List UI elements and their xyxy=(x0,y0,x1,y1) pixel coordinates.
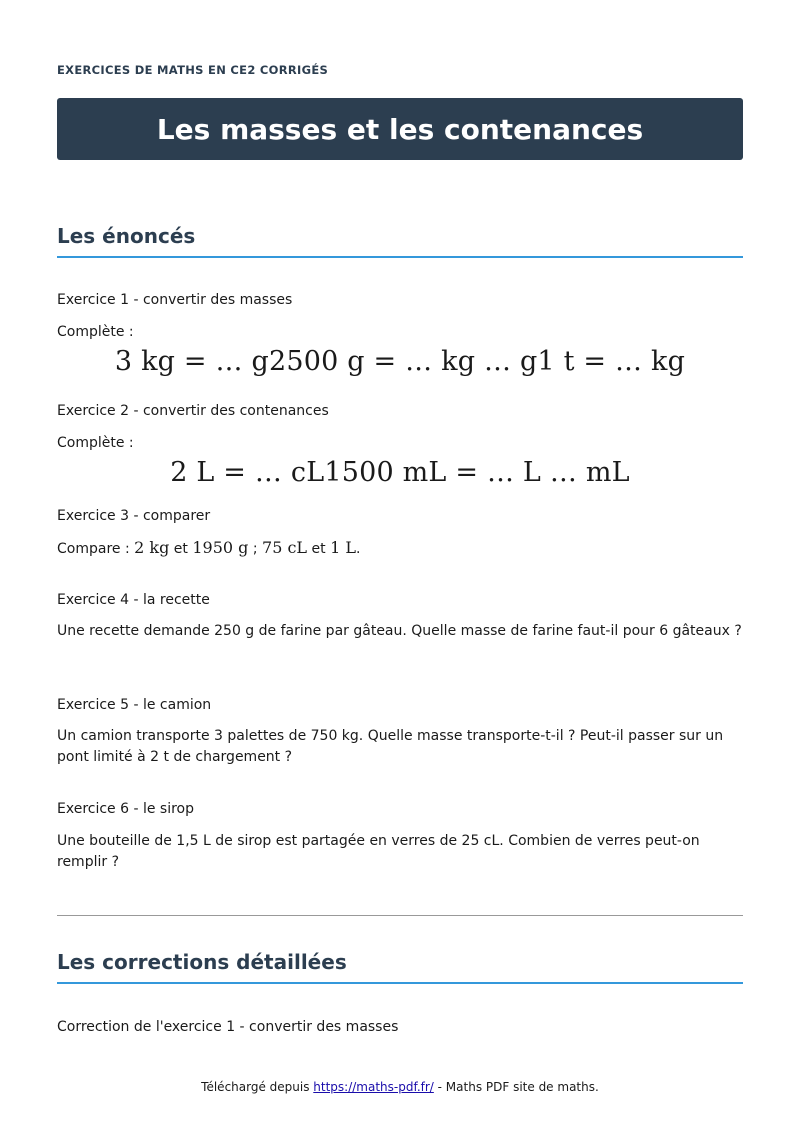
exercise-1-title: Exercice 1 - convertir des masses xyxy=(57,292,293,308)
period: . xyxy=(355,541,361,557)
document-label: EXERCICES DE MATHS EN CE2 CORRIGÉS xyxy=(57,63,329,77)
exercise-3-title: Exercice 3 - comparer xyxy=(57,508,211,524)
exercise-3-text xyxy=(57,537,743,560)
exercise-5-title: Exercice 5 - le camion xyxy=(57,697,212,713)
exercise-2-title: Exercice 2 - convertir des contenances xyxy=(57,403,329,419)
and-word: et xyxy=(169,541,193,557)
and-word: et xyxy=(307,541,331,557)
section-heading-enonces: Les énoncés xyxy=(57,224,743,258)
footer-link[interactable]: https://maths-pdf.fr/ xyxy=(313,1080,434,1094)
exercise-4-title: Exercice 4 - la recette xyxy=(57,592,210,608)
page-footer xyxy=(0,1080,800,1094)
footer-suffix: - Maths PDF site de maths. xyxy=(433,1080,599,1094)
exercise-2-instruction: Complète : xyxy=(57,435,134,451)
page-title: Les masses et les contenances xyxy=(156,112,644,146)
exercise-6-title: Exercice 6 - le sirop xyxy=(57,801,195,817)
exercise-5-text: Un camion transporte 3 palettes de 750 kg. Quelle masse transporte-t-il ? Peut-il passer sur un pont limité à 2 t de chargement ? xyxy=(57,728,724,765)
title-banner xyxy=(57,98,743,160)
exercise-4-text: Une recette demande 250 g de farine par gâteau. Quelle masse de farine faut-il pour 6 gâteaux ? xyxy=(57,623,742,639)
separator: ; xyxy=(248,541,263,557)
exercise-6-text: Une bouteille de 1,5 L de sirop est partagée en verres de 25 cL. Combien de verres peut-on remplir ? xyxy=(57,833,700,870)
exercise-1-instruction: Complète : xyxy=(57,324,134,340)
value-1950g: 1950 g xyxy=(192,538,249,557)
exercise-1-math: 3 kg = … g2500 g = … kg … g1 t = … kg xyxy=(114,346,686,377)
section-divider xyxy=(57,915,743,916)
exercise-2-math: 2 L = … cL1500 mL = … L … mL xyxy=(170,457,630,488)
correction-1-title: Correction de l'exercice 1 - convertir des masses xyxy=(57,1019,399,1035)
section-heading-corrections: Les corrections détaillées xyxy=(57,950,743,984)
footer-prefix: Téléchargé depuis xyxy=(201,1080,314,1094)
value-75cl: 75 cL xyxy=(262,538,308,557)
value-2kg: 2 kg xyxy=(134,538,170,557)
value-1l: 1 L xyxy=(330,538,356,557)
compare-prefix: Compare : xyxy=(57,541,135,557)
